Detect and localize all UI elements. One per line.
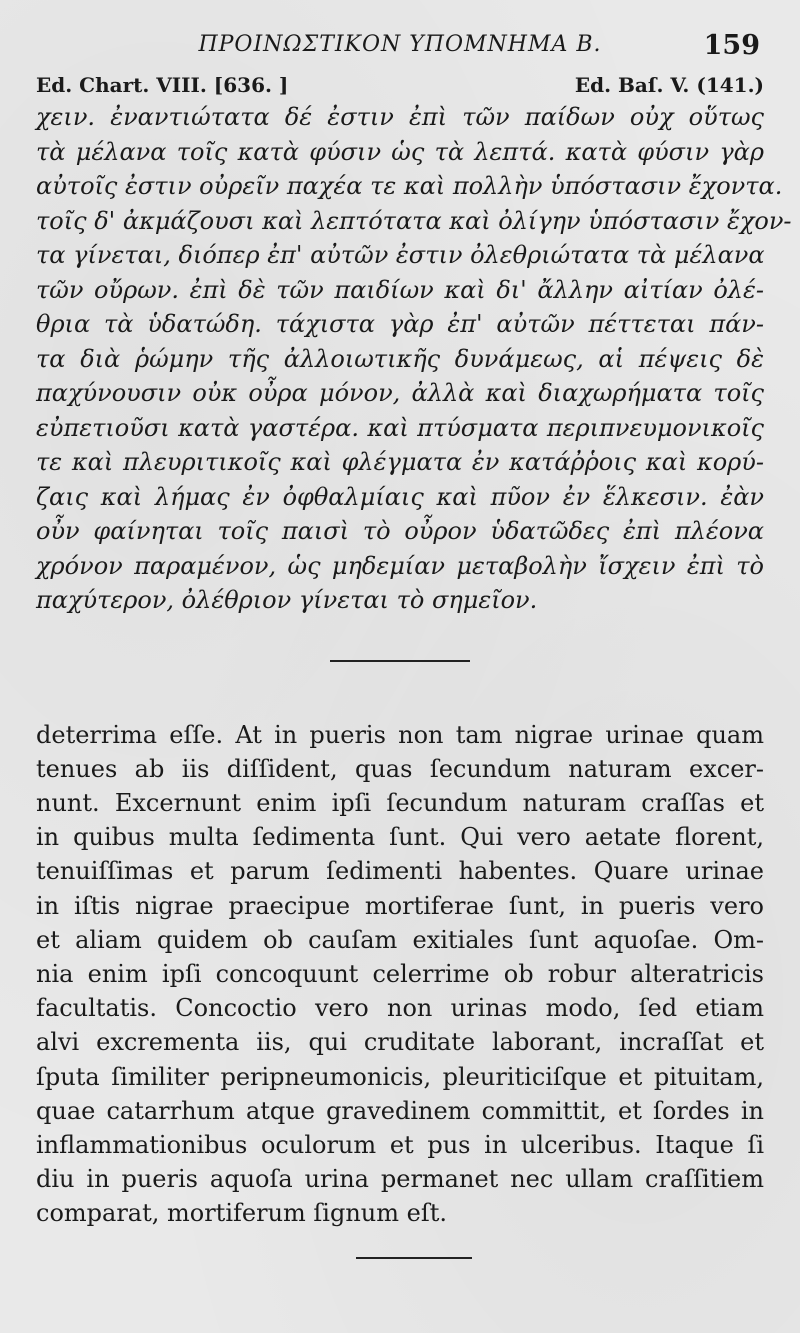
latin-line: nunt. Excernunt enim ipſi ſecundum naturam craſſas et	[36, 788, 764, 817]
latin-line: ſputa ſimiliter peripneumonicis, pleuriticiſque et pituitam,	[36, 1062, 764, 1091]
greek-line: τοῖς δ' ἀκμάζουσι καὶ λεπτότατα καὶ ὀλίγην ὑπόστασιν ἔχον-	[36, 206, 792, 235]
edition-basil-reference: Ed. Baſ. V. (141.)	[574, 73, 764, 97]
page-number: 159	[703, 30, 760, 61]
latin-line: nia enim ipſi concoquunt celerrime ob robur alteratricis	[36, 959, 764, 988]
latin-line: deterrima eſſe. At in pueris non tam nigrae urinae quam	[36, 720, 764, 749]
running-title: ΠΡΟΙΝΩΣΤΙΚΟΝ ΥΠΟΜΝΗΜΑ Β.	[198, 32, 602, 57]
latin-line: tenuiſſimas et parum ſedimenti habentes. Quare urinae	[36, 857, 764, 886]
latin-line: inflammationibus oculorum et pus in ulceribus. Itaque ſi	[36, 1130, 764, 1159]
latin-line: in iſtis nigrae praecipue mortiferae ſunt, in pueris vero	[36, 891, 764, 920]
greek-line: τὰ μέλανα τοῖς κατὰ φύσιν ὡς τὰ λεπτά. κατὰ φύσιν γὰρ	[36, 137, 764, 166]
latin-line: in quibus multa ſedimenta ſunt. Qui vero aetate florent,	[36, 823, 764, 852]
greek-line: χειν. ἐναντιώτατα δέ ἐστιν ἐπὶ τῶν παίδων οὐχ οὕτως	[36, 103, 764, 131]
footer-rule	[356, 1257, 472, 1259]
greek-line: τε καὶ πλευριτικοῖς καὶ φλέγματα ἐν κατάῤῥοις καὶ κορύ-	[36, 448, 764, 476]
latin-line: facultatis. Concoctio vero non urinas modo, ſed etiam	[36, 994, 764, 1023]
edition-chart-reference: Ed. Chart. VIII. [636. ]	[36, 73, 289, 97]
latin-text-block	[36, 718, 764, 1231]
section-divider	[330, 660, 470, 662]
latin-line: diu in pueris aquoſa urina permanet nec ullam craſſitiem	[36, 1165, 764, 1194]
greek-text-block	[36, 100, 792, 618]
latin-line: alvi excrementa iis, qui cruditate laborant, incraſſat et	[36, 1028, 764, 1057]
edition-reference-line	[36, 70, 764, 100]
greek-line: τα διὰ ῥώμην τῆς ἀλλοιωτικῆς δυνάμεως, αἱ πέψεις δὲ	[36, 344, 764, 373]
greek-line: οὖν φαίνηται τοῖς παισὶ τὸ οὖρον ὑδατῶδες ἐπὶ πλέονα	[36, 517, 764, 545]
latin-line: quae catarrhum atque gravedinem committit, et ſordes in	[36, 1096, 764, 1125]
greek-line: τα γίνεται, διόπερ ἐπ' αὐτῶν ἐστιν ὀλεθριώτατα τὰ μέλανα	[36, 241, 765, 269]
greek-line: θρια τὰ ὑδατώδη. τάχιστα γὰρ ἐπ' αὐτῶν πέττεται πάν-	[36, 310, 764, 338]
greek-line: ζαις καὶ λήμας ἐν ὀφθαλμίαις καὶ πῦον ἐν ἕλκεσιν. ἐὰν	[36, 482, 764, 511]
greek-line: χρόνον παραμένον, ὡς μηδεμίαν μεταβολὴν ἴσχειν ἐπὶ τὸ	[36, 551, 764, 580]
greek-line: τῶν οὔρων. ἐπὶ δὲ τῶν παιδίων καὶ δι' ἄλλην αἰτίαν ὀλέ-	[36, 275, 764, 304]
greek-line: εὐπετιοῦσι κατὰ γαστέρα. καὶ πτύσματα περιπνευμονικοῖς	[36, 413, 764, 442]
latin-line: et aliam quidem ob cauſam exitiales ſunt aquoſae. Om-	[36, 925, 764, 954]
latin-line: tenues ab iis diſſident, quas ſecundum naturam excer-	[36, 754, 764, 783]
greek-line: αὐτοῖς ἐστιν οὐρεῖν παχέα τε καὶ πολλὴν ὑπόστασιν ἔχοντα.	[36, 172, 783, 200]
latin-line: comparat, mortiferum ſignum eſt.	[36, 1199, 447, 1228]
greek-line: παχύτερον, ὀλέθριον γίνεται τὸ σημεῖον.	[36, 586, 538, 614]
running-head	[36, 28, 764, 68]
greek-line: παχύνουσιν οὐκ οὖρα μόνον, ἀλλὰ καὶ διαχωρήματα τοῖς	[36, 379, 764, 407]
